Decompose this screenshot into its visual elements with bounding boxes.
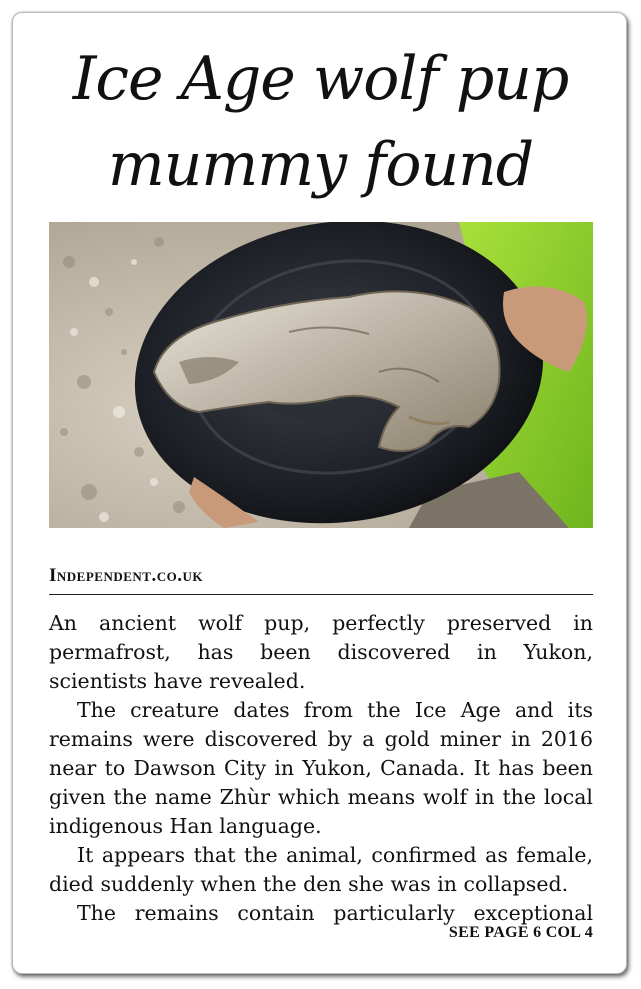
article-photo [49, 222, 593, 528]
headline-line-1: Ice Age wolf pup [72, 44, 569, 114]
article-paragraph: The remains contain particularly exceptional [77, 901, 593, 925]
headline [0, 36, 641, 208]
article-paragraph: The creature dates from the Ice Age and its remains were discovered by a gold miner in 2016 near to Dawson City in Yukon, Canada. It has been given the name Zhùr which means wolf in the local indigenous Han language. [49, 698, 593, 838]
article-body [49, 609, 593, 928]
source-credit: Independent.co.uk [49, 565, 593, 595]
article-paragraph: It appears that the animal, confirmed as female, died suddenly when the den she was in collapsed. [49, 843, 593, 896]
continuation-note: SEE PAGE 6 COL 4 [448, 924, 593, 941]
article-paragraph: An ancient wolf pup, perfectly preserved in permafrost, has been discovered in Yukon, scientists have revealed. [49, 611, 593, 693]
headline-line-2: mummy found [107, 130, 534, 200]
